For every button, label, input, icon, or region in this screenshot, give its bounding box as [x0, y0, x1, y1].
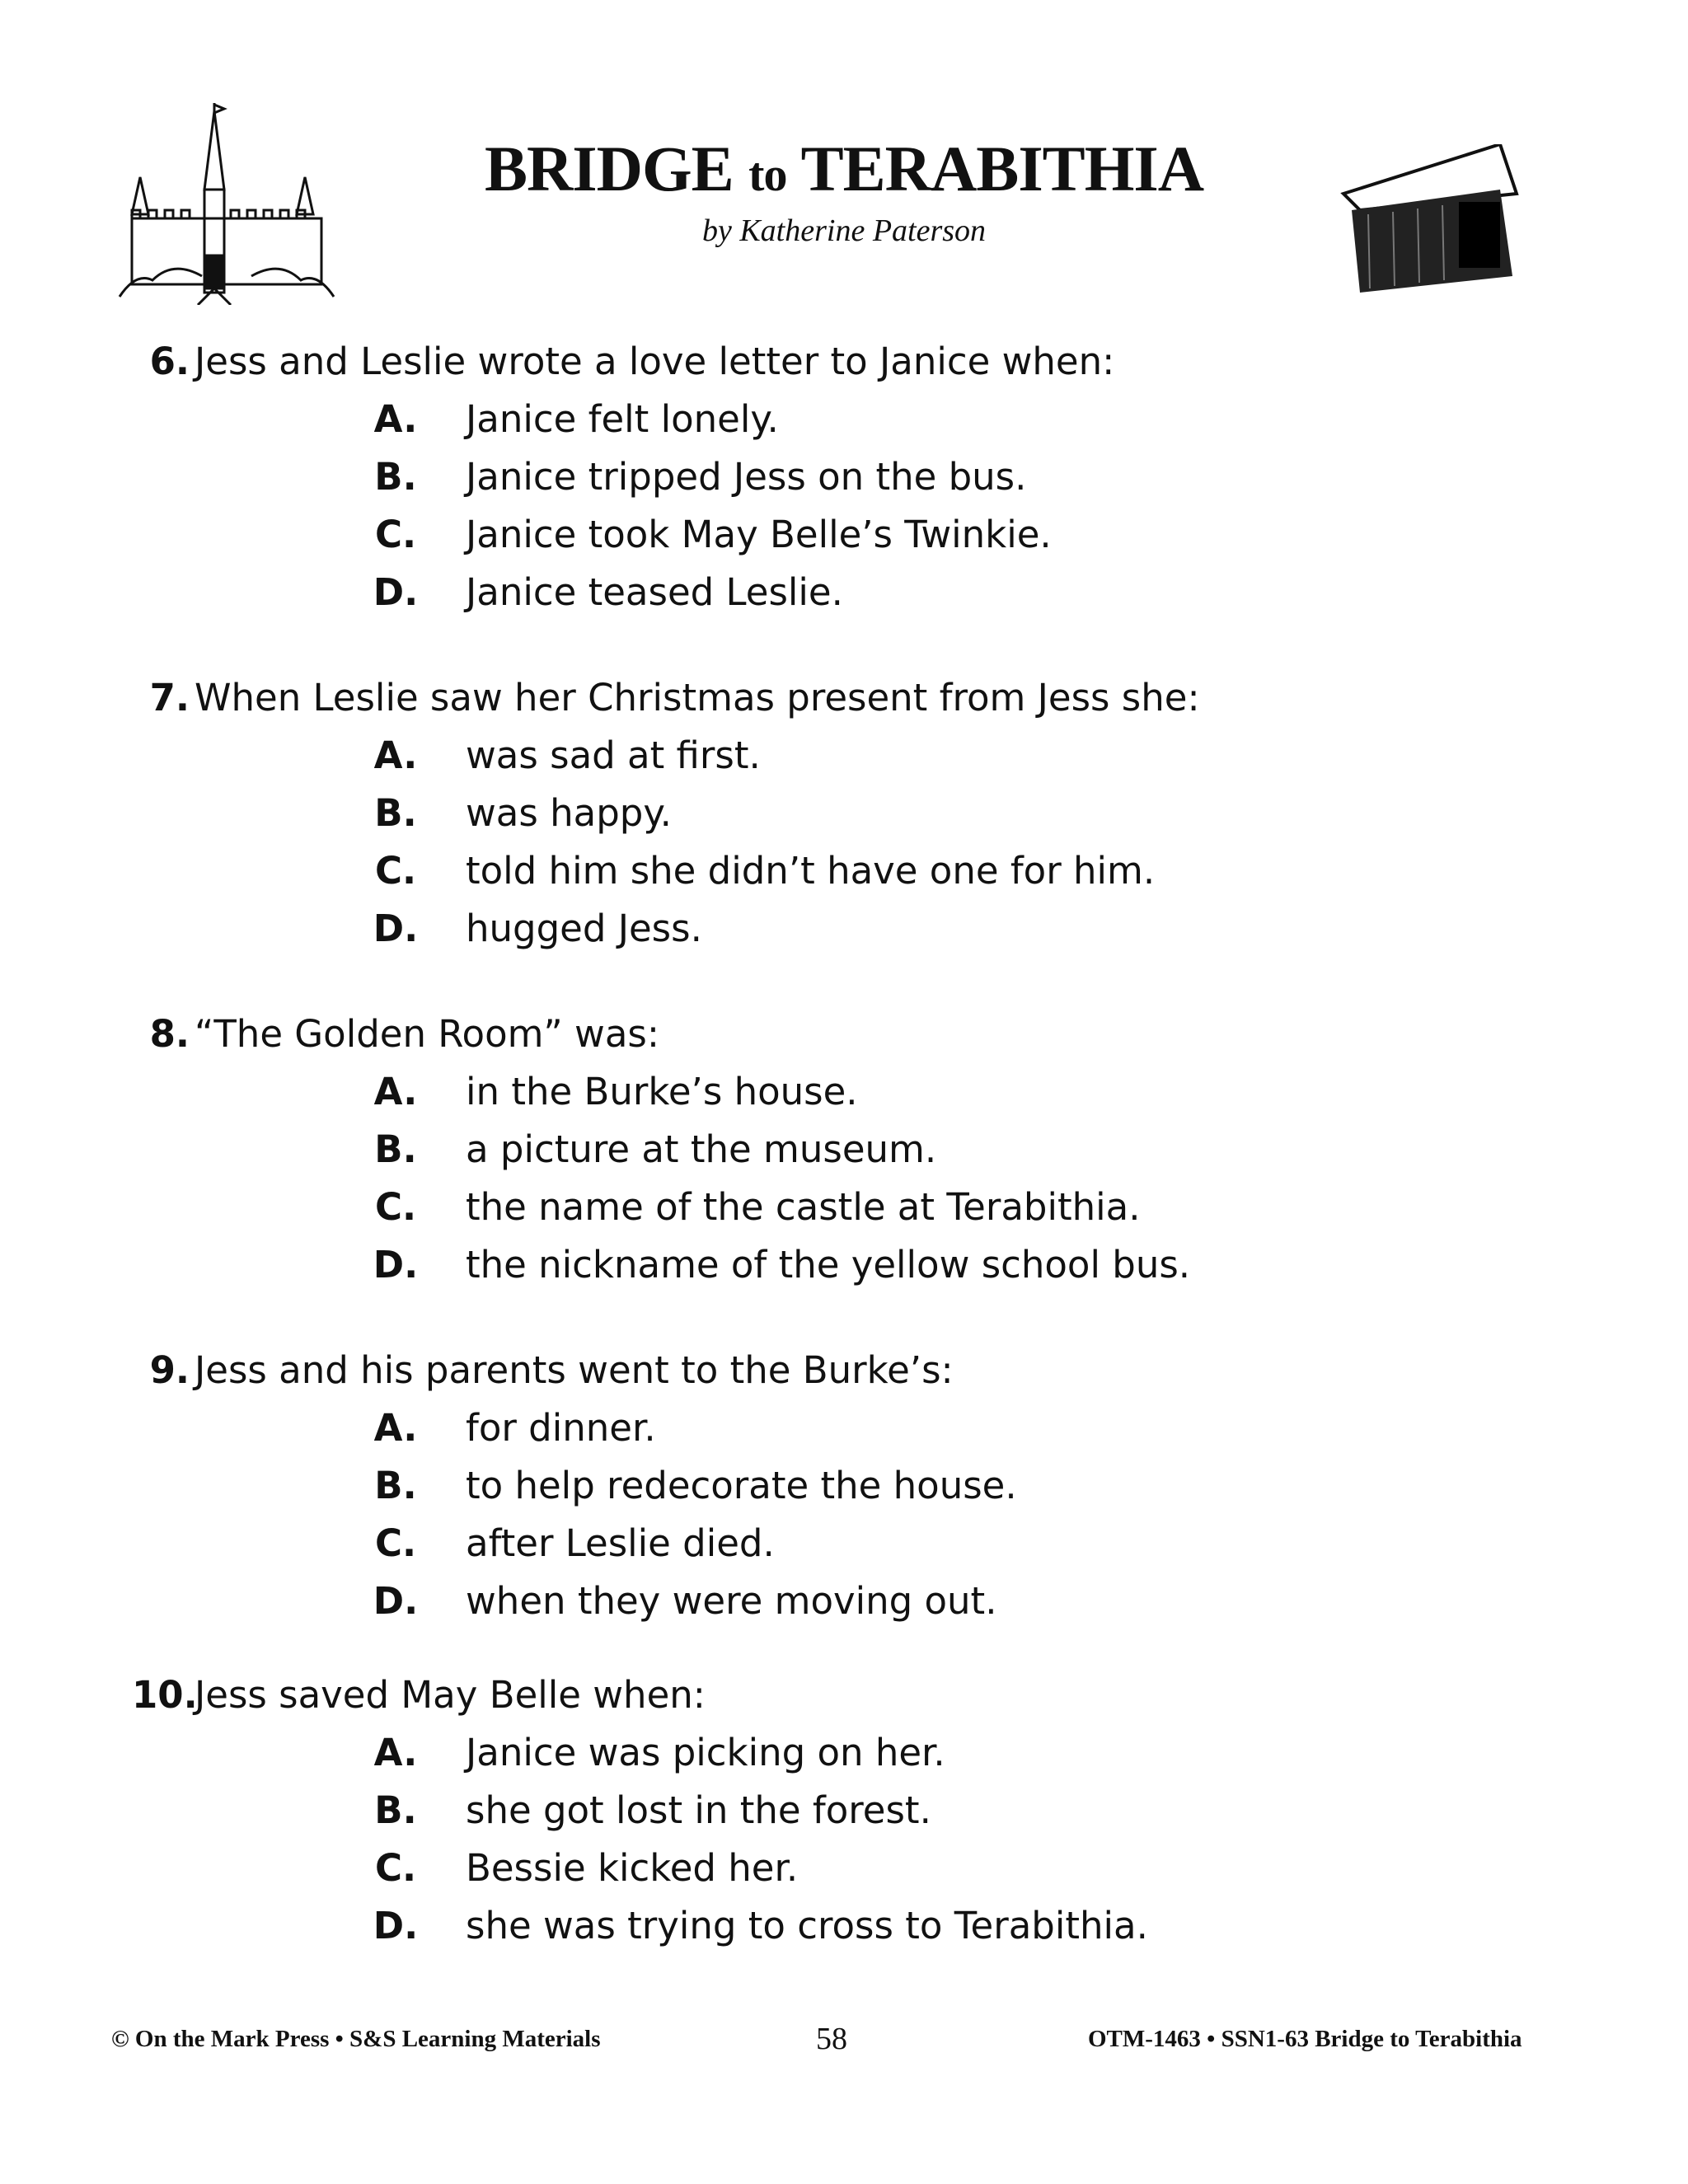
answer-option [0, 733, 1688, 791]
question-number: 7. [149, 676, 190, 719]
question-number: 9. [149, 1348, 190, 1392]
option-text: in the Burke’s house. [466, 1070, 858, 1113]
title-word: BRIDGE [484, 133, 734, 204]
answer-option [0, 849, 1688, 907]
option-text: the nickname of the yellow school bus. [466, 1243, 1191, 1286]
option-letter: B. [374, 1788, 417, 1832]
answer-option [0, 907, 1688, 964]
option-letter: C. [374, 849, 417, 893]
question-block [0, 1348, 1688, 1637]
answer-option [0, 1788, 1688, 1846]
answer-option [0, 397, 1688, 455]
title-word: to [748, 148, 787, 201]
option-letter: A. [373, 397, 418, 441]
answer-option [0, 1464, 1688, 1521]
answer-option [0, 1127, 1688, 1185]
option-text: Janice felt lonely. [466, 397, 779, 441]
option-letter: C. [374, 1185, 417, 1229]
option-letter: C. [374, 1521, 417, 1565]
option-text: after Leslie died. [466, 1521, 775, 1565]
option-text: was happy. [466, 791, 672, 835]
footer-product-code: OTM-1463 • SSN1-63 Bridge to Terabithia [1088, 2026, 1522, 2052]
question-line [0, 676, 1688, 733]
question-text: Jess saved May Belle when: [195, 1673, 706, 1717]
option-text: for dinner. [466, 1406, 656, 1450]
option-text: she was trying to cross to Terabithia. [466, 1904, 1148, 1947]
question-line [0, 340, 1688, 397]
option-text: told him she didn’t have one for him. [466, 849, 1156, 893]
question-number: 10. [132, 1673, 198, 1717]
option-text: was sad at first. [466, 733, 761, 777]
question-line [0, 1012, 1688, 1070]
answer-option [0, 1406, 1688, 1464]
option-text: Janice took May Belle’s Twinkie. [466, 513, 1052, 556]
question-number: 8. [149, 1012, 190, 1056]
option-letter: B. [374, 1464, 417, 1507]
option-letter: B. [374, 455, 417, 499]
option-letter: A. [373, 1406, 418, 1450]
author-line: by Katherine Paterson [701, 213, 987, 248]
answer-option [0, 513, 1688, 570]
option-text: when they were moving out. [466, 1579, 997, 1623]
question-block [0, 1012, 1688, 1301]
question-block [0, 340, 1688, 628]
answer-option [0, 1185, 1688, 1243]
question-block [0, 676, 1688, 964]
answer-option [0, 1731, 1688, 1788]
answer-option [0, 1243, 1688, 1301]
footer-publisher: © On the Mark Press • S&S Learning Materials [111, 2026, 601, 2052]
question-line [0, 1348, 1688, 1406]
option-letter: A. [373, 733, 418, 777]
question-text: “The Golden Room” was: [195, 1012, 660, 1056]
option-text: to help redecorate the house. [466, 1464, 1017, 1507]
answer-option [0, 1846, 1688, 1904]
option-text: Janice tripped Jess on the bus. [466, 455, 1027, 499]
option-text: Janice teased Leslie. [466, 570, 843, 614]
question-text: When Leslie saw her Christmas present from Jess she: [195, 676, 1200, 719]
option-letter: D. [373, 1579, 419, 1623]
option-letter: D. [373, 1904, 419, 1947]
option-letter: D. [373, 570, 419, 614]
question-text: Jess and his parents went to the Burke’s: [195, 1348, 954, 1392]
title-word: TERABITHIA [800, 133, 1204, 204]
question-text: Jess and Leslie wrote a love letter to Janice when: [195, 340, 1115, 383]
answer-option [0, 1521, 1688, 1579]
option-text: Janice was picking on her. [466, 1731, 945, 1774]
answer-option [0, 455, 1688, 513]
answer-option [0, 1579, 1688, 1637]
question-number: 6. [149, 340, 190, 383]
question-line [0, 1673, 1688, 1731]
answer-option [0, 570, 1688, 628]
option-letter: A. [373, 1731, 418, 1774]
option-text: she got lost in the forest. [466, 1788, 931, 1832]
option-text: the name of the castle at Terabithia. [466, 1185, 1141, 1229]
option-text: hugged Jess. [466, 907, 702, 950]
answer-option [0, 791, 1688, 849]
option-letter: C. [374, 1846, 417, 1890]
option-letter: C. [374, 513, 417, 556]
option-letter: D. [373, 1243, 419, 1286]
option-text: Bessie kicked her. [466, 1846, 799, 1890]
option-letter: D. [373, 907, 419, 950]
page-number: 58 [816, 2022, 847, 2056]
question-block [0, 1673, 1688, 1961]
option-letter: B. [374, 1127, 417, 1171]
option-letter: B. [374, 791, 417, 835]
answer-option [0, 1904, 1688, 1961]
option-text: a picture at the museum. [466, 1127, 937, 1171]
answer-option [0, 1070, 1688, 1127]
page-title [0, 132, 1688, 206]
option-letter: A. [373, 1070, 418, 1113]
